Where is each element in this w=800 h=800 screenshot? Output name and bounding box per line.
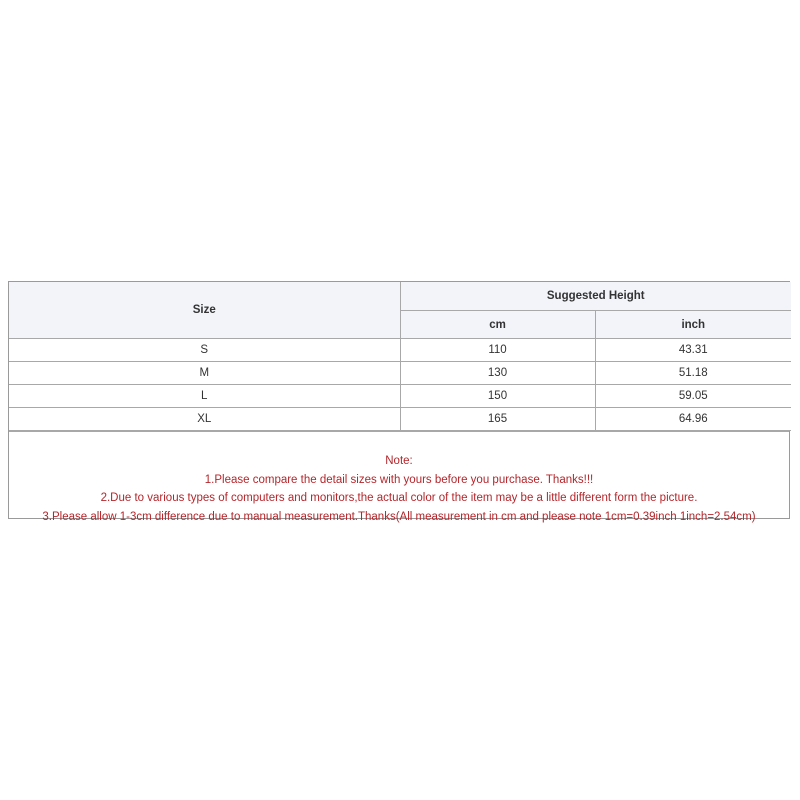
- size-cell: XL: [9, 408, 400, 431]
- size-column-header: Size: [9, 282, 400, 339]
- cm-cell: 150: [400, 385, 595, 408]
- inch-column-header: inch: [595, 311, 791, 339]
- cm-column-header: cm: [400, 311, 595, 339]
- size-cell: L: [9, 385, 400, 408]
- cm-cell: 130: [400, 362, 595, 385]
- inch-cell: 59.05: [595, 385, 791, 408]
- table-row: [9, 408, 791, 431]
- size-cell: S: [9, 339, 400, 362]
- note-line-2: 2.Due to various types of computers and monitors,the actual color of the item may be a little different form the picture.: [100, 492, 698, 504]
- inch-cell: 43.31: [595, 339, 791, 362]
- cm-cell: 110: [400, 339, 595, 362]
- inch-cell: 64.96: [595, 408, 791, 431]
- note-line-3: 3.Please allow 1-3cm difference due to manual measurement.Thanks(All measurement in cm and please note 1cm=0.39inch 1inch=2.54cm): [42, 510, 756, 523]
- size-chart: [8, 281, 790, 523]
- table-row: [9, 385, 791, 408]
- inch-cell: 51.18: [595, 362, 791, 385]
- size-cell: M: [9, 362, 400, 385]
- cm-cell: 165: [400, 408, 595, 431]
- table-row: [9, 339, 791, 362]
- notes-section: [9, 431, 789, 526]
- size-table: [9, 282, 791, 431]
- table-row: [9, 362, 791, 385]
- note-title: Note:: [385, 455, 413, 467]
- suggested-height-header: Suggested Height: [400, 282, 791, 311]
- note-line-1: 1.Please compare the detail sizes with yours before you purchase. Thanks!!!: [204, 473, 594, 486]
